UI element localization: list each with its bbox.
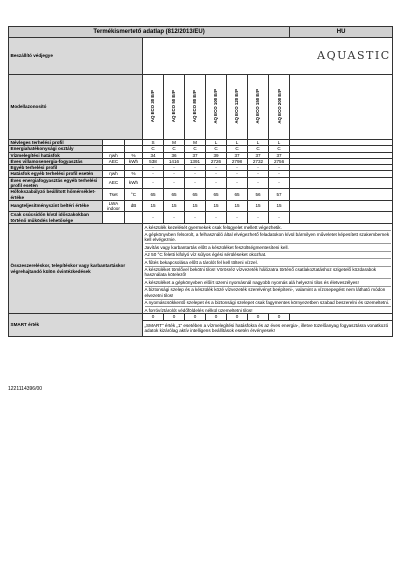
smart-value: 0 bbox=[143, 314, 164, 320]
spec-value: L bbox=[269, 140, 290, 146]
spec-value: 37 bbox=[227, 152, 248, 158]
spec-value: 15 bbox=[143, 200, 164, 212]
spec-value: 65 bbox=[143, 189, 164, 201]
precaution-item: A készülék kezelését gyermekek csak felügyelet mellett végezhetik. bbox=[145, 224, 391, 231]
smart-label: SMART érték bbox=[9, 314, 143, 336]
spec-value: 65 bbox=[206, 189, 227, 201]
model-name: AQ ECO 100 ErP bbox=[213, 89, 219, 124]
smart-value: 0 bbox=[227, 314, 248, 320]
model-name: AQ ECO 120 ErP bbox=[234, 89, 240, 124]
spec-value: - bbox=[248, 171, 269, 177]
spec-value: 2732 bbox=[248, 158, 269, 164]
spec-value: - bbox=[227, 171, 248, 177]
precaution-item: A készüléket a gépkönyvben előírt üzemi nyomásnál nagyobb nyomás alá helyezni tilos és életveszélyes! bbox=[145, 279, 391, 286]
spec-value: L bbox=[206, 140, 227, 146]
spec-symbol: ηwh bbox=[103, 152, 125, 158]
precaution-item: Javítás vagy karbantartás előtt a készüléket feszültségmentesíteni kell. bbox=[145, 244, 391, 251]
spec-unit: % bbox=[125, 152, 143, 158]
spec-value: C bbox=[248, 146, 269, 152]
spec-value: - bbox=[206, 177, 227, 189]
spec-value: C bbox=[206, 146, 227, 152]
precautions-list bbox=[143, 223, 393, 314]
spec-value: - bbox=[164, 165, 185, 171]
spec-label: Hatásfok egyéb terhelési profil esetén bbox=[9, 171, 103, 177]
spec-unit: °C bbox=[125, 189, 143, 201]
spec-value: 65 bbox=[164, 189, 185, 201]
spec-label: Névleges terhelési profil bbox=[9, 140, 103, 146]
spec-row bbox=[9, 177, 393, 189]
spec-value: S bbox=[143, 140, 164, 146]
model-name: AQ ECO 30 ErP bbox=[150, 90, 156, 123]
spec-label: Egyéb terhelési profil bbox=[9, 165, 103, 171]
spec-value: C bbox=[164, 146, 185, 152]
spec-value: - bbox=[206, 212, 227, 224]
spec-value: - bbox=[185, 171, 206, 177]
smart-value: 0 bbox=[185, 314, 206, 320]
spec-value: - bbox=[143, 171, 164, 177]
spec-value: L bbox=[248, 140, 269, 146]
spec-value: - bbox=[269, 212, 290, 224]
precaution-item: Az 50 °C feletti kifolyó víz súlyos égési sérüléseket okozhat. bbox=[145, 252, 391, 259]
supplier-label: Beszállító védjegye bbox=[9, 38, 143, 75]
data-rows bbox=[9, 140, 393, 224]
spec-value: C bbox=[185, 146, 206, 152]
spec-value: 39 bbox=[206, 152, 227, 158]
spec-row bbox=[9, 189, 393, 201]
spec-value: M bbox=[185, 140, 206, 146]
spec-value: 2726 bbox=[206, 158, 227, 164]
spec-unit: % bbox=[125, 171, 143, 177]
precaution-item: A fűtés bekapcsolása előtt a tárolót fel kell tölteni vízzel. bbox=[145, 259, 391, 266]
spec-value: - bbox=[185, 165, 206, 171]
model-name: AQ ECO 200 ErP bbox=[276, 89, 282, 124]
spec-value: - bbox=[269, 165, 290, 171]
spec-value: - bbox=[206, 165, 227, 171]
spec-symbol bbox=[103, 212, 125, 224]
spec-label: Energiahatékonysági osztály bbox=[9, 146, 103, 152]
spec-value: 1391 bbox=[185, 158, 206, 164]
spec-row bbox=[9, 200, 393, 212]
spec-symbol: AEC bbox=[103, 177, 125, 189]
spec-value: 15 bbox=[185, 200, 206, 212]
spec-value: 65 bbox=[185, 189, 206, 201]
spec-value: - bbox=[143, 212, 164, 224]
spec-label: Vízmelegítési hatásfok bbox=[9, 152, 103, 158]
spec-value: C bbox=[143, 146, 164, 152]
smart-value: 0 bbox=[248, 314, 269, 320]
spec-value: - bbox=[248, 177, 269, 189]
spec-value: 15 bbox=[269, 200, 290, 212]
spec-label: Hangteljesítményszint beltéri értéke bbox=[9, 200, 103, 212]
precautions-row bbox=[9, 223, 393, 314]
smart-value: 0 bbox=[164, 314, 185, 320]
spec-value: - bbox=[227, 212, 248, 224]
spec-symbol: ηwh bbox=[103, 171, 125, 177]
spec-value: C bbox=[269, 146, 290, 152]
spec-value: - bbox=[227, 177, 248, 189]
spec-value: 34 bbox=[143, 152, 164, 158]
spec-value: - bbox=[269, 171, 290, 177]
spec-value: 1416 bbox=[164, 158, 185, 164]
model-name: AQ ECO 150 ErP bbox=[255, 89, 261, 124]
spec-value: - bbox=[248, 165, 269, 171]
spec-value: M bbox=[164, 140, 185, 146]
brand-logo: AQUASTIC bbox=[143, 38, 393, 75]
model-name: AQ ECO 50 ErP bbox=[171, 90, 177, 123]
spec-value: 2756 bbox=[269, 158, 290, 164]
spec-value: 37 bbox=[269, 152, 290, 158]
spec-value: 37 bbox=[248, 152, 269, 158]
title-row bbox=[9, 27, 393, 38]
supplier-row bbox=[9, 38, 393, 75]
spec-value: - bbox=[185, 177, 206, 189]
model-name: AQ ECO 80 ErP bbox=[192, 90, 198, 123]
spec-value: L bbox=[227, 140, 248, 146]
smart-note: „SMART" érték „1" esetében a vízmelegítési hatásfokra és az éves energia-, illetve tüzelőanyag fogyasztásra vonatkozó adatok kizárólag aktív intelligens beállítások esetén érvényesek! bbox=[143, 320, 393, 336]
spec-value: - bbox=[143, 165, 164, 171]
precaution-item: A nyomáscsökkentő szelepet és a biztonsági szelepet csak fagymentes környezetben szabad beszerelni és üzemeltetni. bbox=[144, 300, 390, 306]
precaution-item: A biztonsági szelep és a készülék közé vízvezeték szerelvényt beépíteni-, valamint a vízcsepegést nem látható módon elvezetni tilos! bbox=[145, 287, 391, 300]
spec-value: - bbox=[227, 165, 248, 171]
page-title: Termékismertető adatlap (812/2013/EU) bbox=[9, 27, 290, 38]
spec-value: 15 bbox=[164, 200, 185, 212]
spec-value: - bbox=[269, 177, 290, 189]
spec-value: - bbox=[164, 212, 185, 224]
spec-value: - bbox=[143, 177, 164, 189]
precaution-item: A gépkönyvben felsorolt, a felhasználó által elvégezhető feladatokon kívül bármilyen műveletet képesített szakembernek kell elvégeznie. bbox=[144, 232, 390, 243]
spec-unit bbox=[125, 212, 143, 224]
spec-value: 15 bbox=[206, 200, 227, 212]
product-fiche-table bbox=[8, 26, 393, 337]
spec-unit: kWh bbox=[125, 177, 143, 189]
spec-label: Éves villamosenergia-fogyasztás bbox=[9, 158, 103, 164]
spec-label: Hőfokszabályzó beállított hőmérséklet-értéke bbox=[9, 189, 103, 201]
smart-value: 0 bbox=[206, 314, 227, 320]
smart-value: 0 bbox=[269, 314, 290, 320]
precaution-item: A forróvíztárolót védőföldelés nélkül üzemeltetni tilos! bbox=[144, 307, 253, 313]
spec-row bbox=[9, 212, 393, 224]
model-label: Modellazonosító bbox=[9, 75, 143, 140]
spec-value: 36 bbox=[164, 152, 185, 158]
spec-value: - bbox=[206, 171, 227, 177]
precautions-label: Összeszereléskor, telepítéskor vagy karbantartáskor végrehajtandó külön óvintézkedések bbox=[9, 223, 143, 314]
spec-value: 15 bbox=[248, 200, 269, 212]
language-code: HU bbox=[290, 27, 393, 38]
spec-symbol: AEC bbox=[103, 158, 125, 164]
spec-value: - bbox=[248, 212, 269, 224]
spec-value: - bbox=[185, 212, 206, 224]
spec-label: Csak csúcsidőn kívül időszakokban történő működés lehetősége bbox=[9, 212, 103, 224]
spec-unit: dB bbox=[125, 200, 143, 212]
spec-symbol: Tset bbox=[103, 189, 125, 201]
spec-value: 538 bbox=[143, 158, 164, 164]
spec-label: Éves energiafogyasztás egyéb terhelési profil esetén bbox=[9, 177, 103, 189]
spec-value: 56 bbox=[248, 189, 269, 201]
spec-value: 15 bbox=[227, 200, 248, 212]
spec-value: - bbox=[164, 171, 185, 177]
spec-value: - bbox=[164, 177, 185, 189]
precaution-item: A készüléket tömlővel bekötni tilos! Vörösréz vízvezeték hálózatra történő csatlakoztatáshoz szigetelő közdarabok használata kötelező! bbox=[145, 267, 391, 280]
spec-value: 65 bbox=[227, 189, 248, 201]
spec-value: 57 bbox=[269, 189, 290, 201]
document-number: 1221114396/00 bbox=[8, 386, 43, 392]
spec-value: 37 bbox=[185, 152, 206, 158]
model-row bbox=[9, 75, 393, 140]
spec-unit: kWh bbox=[125, 158, 143, 164]
spec-symbol: LWA indoor bbox=[103, 200, 125, 212]
spec-value: C bbox=[227, 146, 248, 152]
spec-value: 2798 bbox=[227, 158, 248, 164]
